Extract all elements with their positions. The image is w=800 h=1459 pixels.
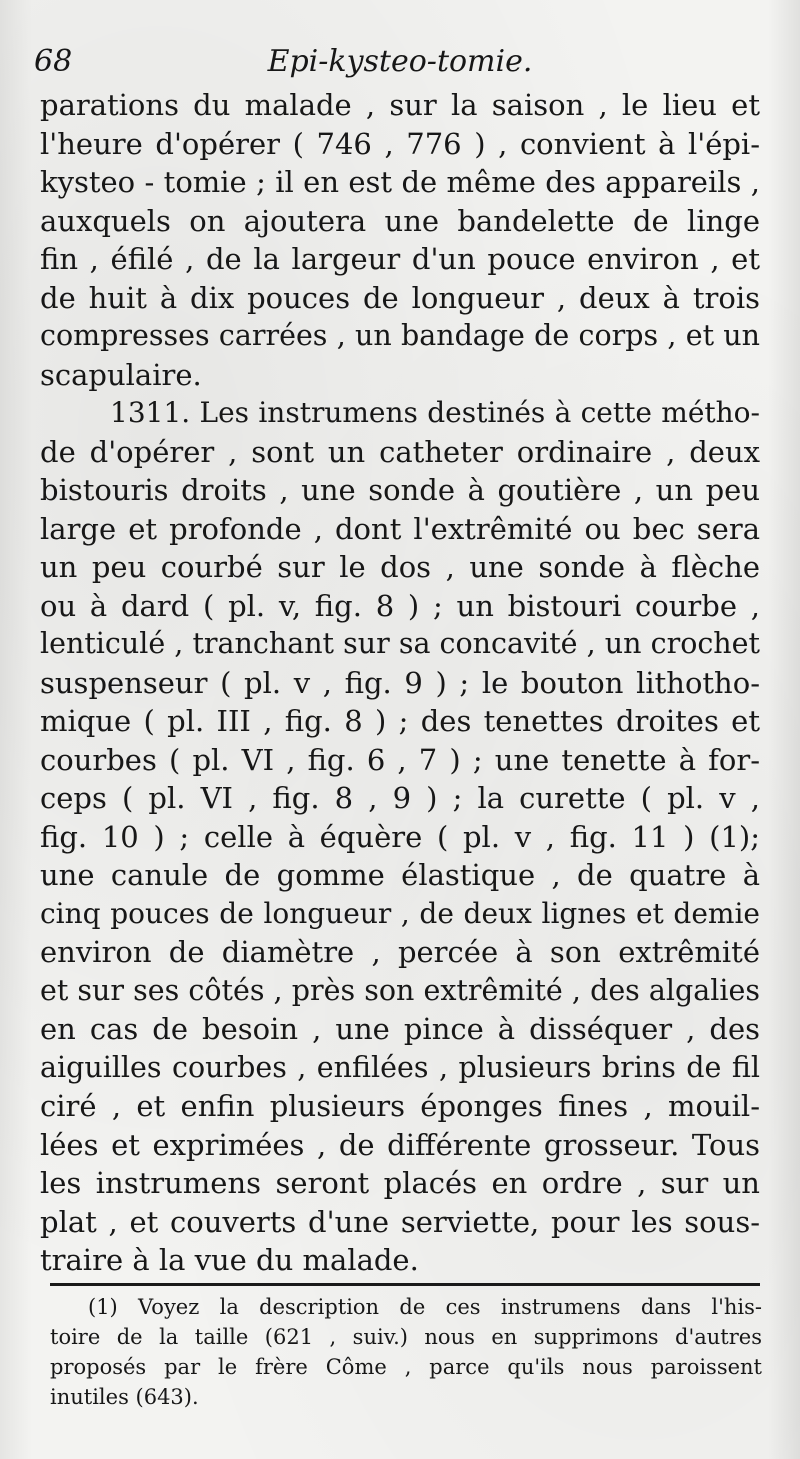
footnote-line: toire de la taille (621 , suiv.) nous en supprimons d'autres: [50, 1325, 762, 1349]
running-title: Epi-kysteo-tomie.: [267, 44, 533, 79]
text-line: large et profonde , dont l'extrêmité ou bec sera: [40, 511, 760, 546]
text-line: kysteo - tomie ; il en est de même des appareils ,: [40, 165, 760, 199]
text-line: compresses carrées , un bandage de corps , et un: [40, 319, 760, 352]
page-header: [34, 44, 766, 84]
text-line: ceps ( pl. VI , fig. 8 , 9 ) ; la curette ( pl. v ,: [40, 781, 760, 815]
text-line: aiguilles courbes , enfilées , plusieurs brins de fil: [40, 1050, 760, 1084]
text-line: fin , éfilé , de la largeur d'un pouce environ , et: [40, 242, 760, 276]
text-line: l'heure d'opérer ( 746 , 776 ) , convient à l'épi-: [40, 126, 760, 161]
text-line: scapulaire.: [40, 357, 202, 392]
footnote-line: proposés par le frère Côme , parce qu'ils nous paroissent: [50, 1355, 762, 1379]
footnote-rule: [50, 1283, 760, 1286]
text-line: de huit à dix pouces de longueur , deux à trois: [40, 280, 760, 315]
page-number: 68: [34, 44, 73, 79]
text-line: en cas de besoin , une pince à disséquer , des: [40, 1012, 760, 1046]
text-line: ciré , et enfin plusieurs éponges fines , mouil-: [40, 1089, 760, 1123]
paragraph-start-line: 1311. Les instrumens destinés à cette métho-: [110, 396, 760, 429]
text-line: plat , et couverts d'une serviette, pour les sous-: [40, 1204, 760, 1239]
body-text: [40, 86, 760, 1280]
text-line: suspenseur ( pl. v , fig. 9 ) ; le bouton lithotho-: [40, 665, 760, 700]
text-line: environ de diamètre , percée à son extrêmité: [40, 935, 760, 969]
text-line: lenticulé , tranchant sur sa concavité , un crochet: [40, 627, 760, 660]
text-line: de d'opérer , sont un catheter ordinaire , deux: [40, 434, 760, 469]
footnote-line: inutiles (643).: [50, 1385, 199, 1409]
text-line: fig. 10 ) ; celle à équère ( pl. v , fig. 11 ) (1);: [40, 819, 760, 854]
text-line: mique ( pl. III , fig. 8 ) ; des tenettes droites et: [40, 704, 760, 738]
text-line: et sur ses côtés , près son extrêmité , des algalies: [40, 973, 760, 1007]
text-line: traire à la vue du malade.: [40, 1243, 419, 1277]
text-line: un peu courbé sur le dos , une sonde à flèche: [40, 550, 760, 584]
text-line: les instrumens seront placés en ordre , sur un: [40, 1166, 760, 1200]
text-line: lées et exprimées , de différente grosseur. Tous: [40, 1127, 760, 1162]
text-line: parations du malade , sur la saison , le lieu et: [40, 88, 760, 122]
text-line: une canule de gomme élastique , de quatre à: [40, 858, 760, 892]
text-line: cinq pouces de longueur , de deux lignes et demie: [40, 896, 760, 930]
text-line: auxquels on ajoutera une bandelette de linge: [40, 203, 760, 238]
footnote-line: (1) Voyez la description de ces instrumens dans l'his-: [88, 1295, 762, 1319]
text-line: bistouris droits , une sonde à goutière , un peu: [40, 473, 760, 507]
text-line: courbes ( pl. VI , fig. 6 , 7 ) ; une tenette à for-: [40, 742, 760, 777]
text-line: ou à dard ( pl. v, fig. 8 ) ; un bistouri courbe ,: [40, 588, 760, 623]
footnote: [50, 1292, 762, 1412]
